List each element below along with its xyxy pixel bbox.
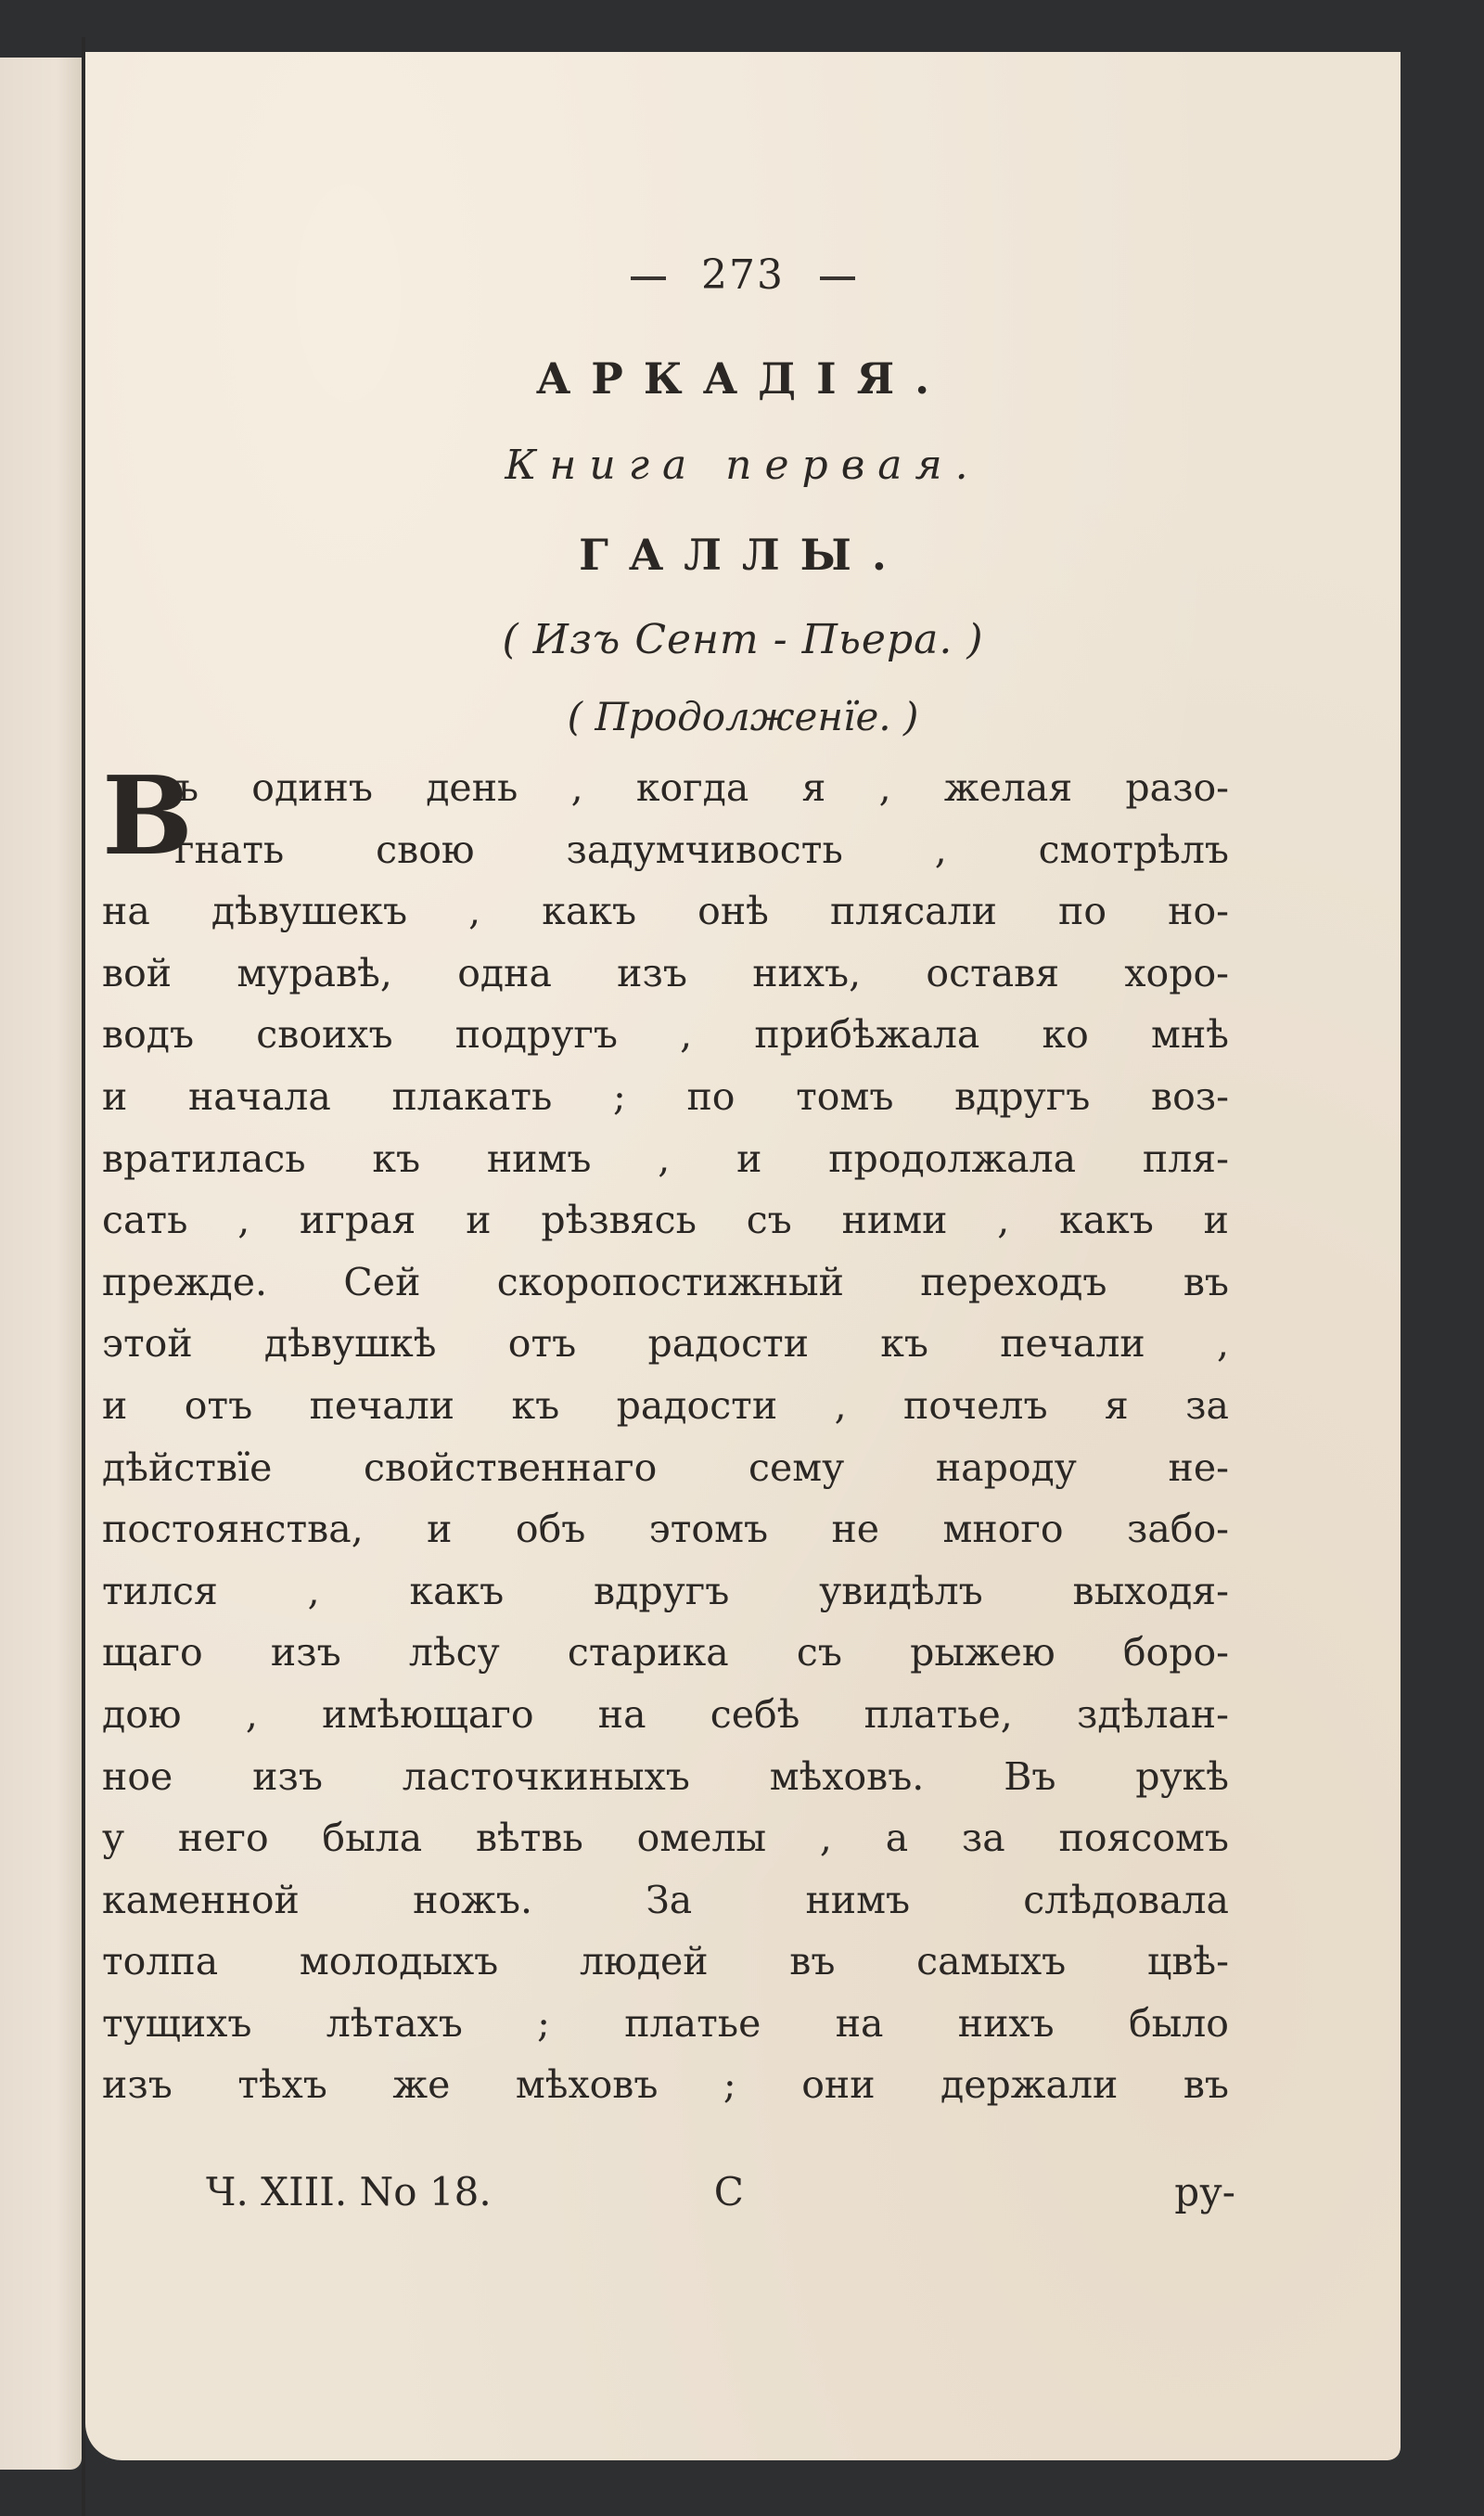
text-line: каменной ножъ. За нимъ слѣдовала — [102, 1877, 1229, 1922]
text-line: изъ тѣхъ же мѣховъ ; они держали въ — [102, 2062, 1229, 2108]
text-line: и начала плакать ; по томъ вдругъ воз- — [102, 1073, 1229, 1119]
text-line: щаго изъ лѣсу старика съ рыжею боро- — [102, 1630, 1229, 1675]
section-title: ГАЛЛЫ. — [579, 530, 907, 580]
book-page — [85, 52, 1401, 2460]
text-line: тущихъ лѣтахъ ; платье на нихъ было — [102, 2000, 1229, 2046]
page-footer — [206, 2169, 1235, 2214]
text-line: дѣйствїе свойственнаго сему народу не- — [102, 1444, 1229, 1490]
text-line: постоянства, и объ этомъ не много забо- — [102, 1507, 1229, 1552]
text-line: сать , играя и рѣзвясь съ ними , какъ и — [102, 1198, 1229, 1243]
text-line: ъ одинъ день , когда я , желая разо- — [174, 765, 1229, 810]
text-line: у него была вѣтвь омелы , а за поясомъ — [102, 1816, 1229, 1861]
catchword: ру- — [1174, 2169, 1235, 2214]
drop-cap: В — [102, 753, 194, 879]
text-line: дою , имѣющаго на себѣ платье, здѣлан- — [102, 1691, 1229, 1737]
text-line: и отъ печали къ радости , почелъ я за — [102, 1382, 1229, 1428]
signature-mark: C — [713, 2169, 744, 2214]
text-line: толпа молодыхъ людей въ самыхъ цвѣ- — [102, 1939, 1229, 1984]
body-text — [102, 753, 1229, 2116]
text-line: на дѣвушекъ , какъ онѣ плясали по но- — [102, 889, 1229, 934]
text-line: гнать свою задумчивость , смотрѣлъ — [174, 827, 1229, 872]
work-title: АРКАДІЯ. — [535, 353, 951, 404]
facing-page-edge — [0, 58, 82, 2470]
text-line: этой дѣвушкѣ отъ радости къ печали , — [102, 1321, 1229, 1367]
text-line: вратилась къ нимъ , и продолжала пля- — [102, 1136, 1229, 1181]
header-dash-right — [820, 276, 855, 280]
text-line: ное изъ ласточкиныхъ мѣховъ. Въ рукѣ — [102, 1753, 1229, 1799]
text-line: тился , какъ вдругъ увидѣлъ выходя- — [102, 1568, 1229, 1613]
text-line: вой муравѣ, одна изъ нихъ, оставя хоро- — [102, 950, 1229, 995]
text-line: прежде. Сей скоропостижный переходъ въ — [102, 1259, 1229, 1304]
page-header — [85, 251, 1401, 299]
continued-note: ( Продолженїе. ) — [567, 694, 919, 739]
source-attribution: ( Изъ Сент - Пьера. ) — [502, 616, 984, 663]
page-number: 273 — [701, 251, 785, 299]
text-line: водъ своихъ подругъ , прибѣжала ко мнѣ — [102, 1012, 1229, 1058]
header-dash-left — [631, 276, 666, 280]
book-subtitle: Книга первая. — [505, 442, 981, 489]
volume-number: Ч. XIII. No 18. — [206, 2169, 492, 2214]
